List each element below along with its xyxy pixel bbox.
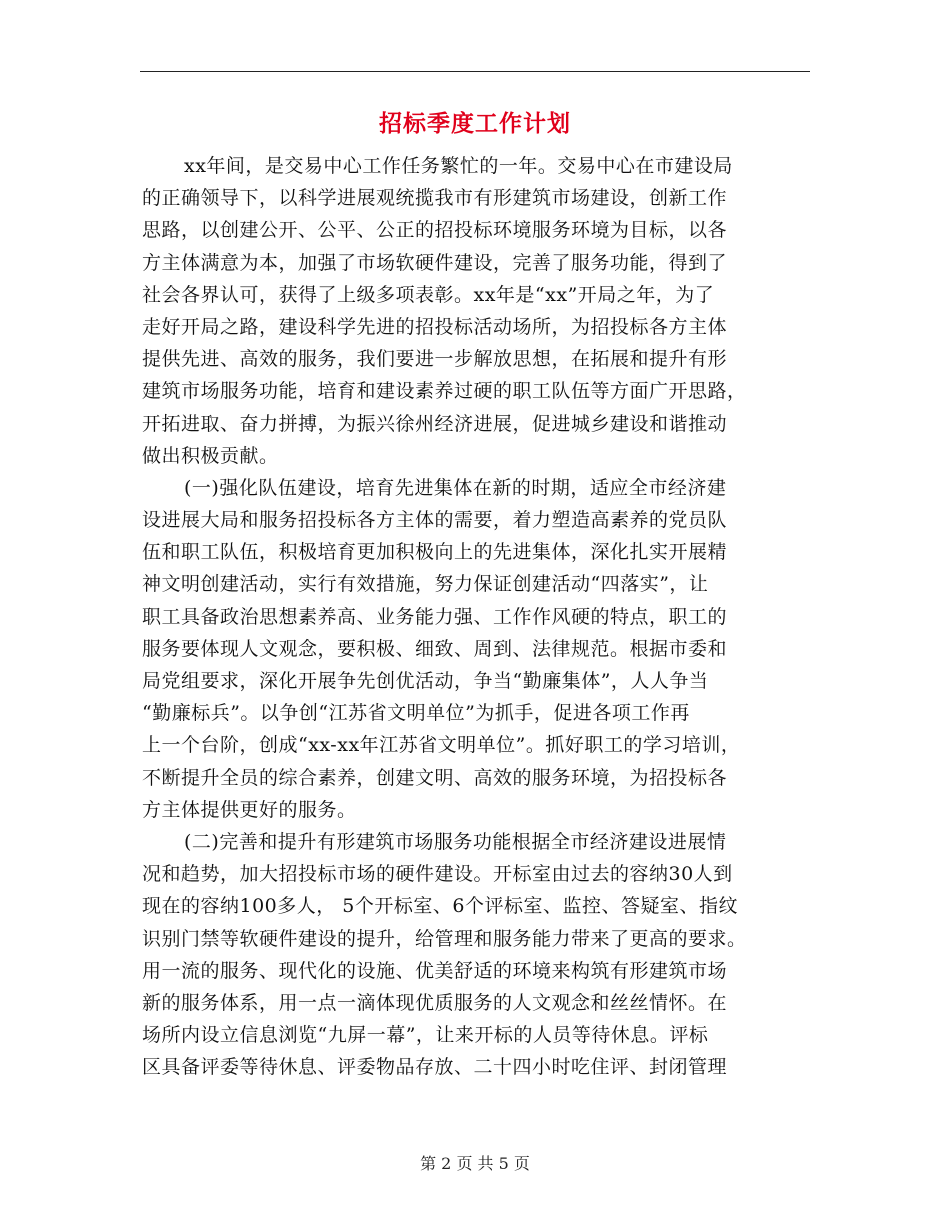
body-line: 做出积极贡献。: [142, 444, 279, 467]
body-line: 区具备评委等待休息、评委物品存放、二十四小时吃住评、封闭管理: [142, 1056, 728, 1079]
body-line: (一)强化队伍建设，培育先进集体在新的时期，适应全市经济建: [184, 476, 727, 499]
body-line: 走好开局之路，建设科学先进的招投标活动场所，为招投标各方主体: [142, 315, 728, 338]
body-line: 识别门禁等软硬件建设的提升，给管理和服务能力带来了更高的要求。: [142, 927, 747, 950]
body-line: 局党组要求，深化开展争先创优活动，争当“勤廉集体”，人人争当: [142, 670, 709, 692]
body-line: 社会各界认可，获得了上级多项表彰。xx年是“xx”开局之年，为了: [142, 283, 715, 306]
body-line: 新的服务体系，用一点一滴体现优质服务的人文观念和丝丝情怀。在: [142, 991, 728, 1014]
body-line: 场所内设立信息浏览“九屏一幕”，让来开标的人员等待休息。评标: [142, 1024, 709, 1047]
body-line: 现在的容纳100多人， 5个开标室、6个评标室、监控、答疑室、指纹: [142, 895, 738, 918]
body-line: 提供先进、高效的服务，我们要进一步解放思想，在拓展和提升有形: [142, 348, 728, 371]
header-rule: [140, 71, 810, 72]
body-line: 的正确领导下，以科学进展观统揽我市有形建筑市场建设，创新工作: [142, 187, 728, 210]
page-number: 第 2 页 共 5 页: [420, 1154, 530, 1173]
body-line: 伍和职工队伍，积极培育更加积极向上的先进集体，深化扎实开展精: [142, 541, 728, 564]
body-line: “勤廉标兵”。以争创“江苏省文明单位”为抓手，促进各项工作再: [142, 702, 690, 725]
body-line: 思路，以创建公开、公平、公正的招投标环境服务环境为目标，以各: [142, 219, 728, 242]
body-line: 开拓进取、奋力拼搏，为振兴徐州经济进展，促进城乡建设和谐推动: [142, 412, 728, 435]
body-line: xx年间，是交易中心工作任务繁忙的一年。交易中心在市建设局: [184, 155, 733, 177]
body-line: 职工具备政治思想素养高、业务能力强、工作作风硬的特点，职工的: [142, 605, 728, 628]
body-line: (二)完善和提升有形建筑市场服务功能根据全市经济建设进展情: [184, 830, 727, 853]
body-line: 设进展大局和服务招投标各方主体的需要，着力塑造高素养的党员队: [142, 509, 728, 532]
body-line: 况和趋势，加大招投标市场的硬件建设。开标室由过去的容纳30人到: [142, 863, 733, 886]
body-line: 上一个台阶，创成“xx-xx年江苏省文明单位”。抓好职工的学习培训，: [142, 734, 741, 757]
body-line: 方主体提供更好的服务。: [142, 798, 357, 821]
document-title: 招标季度工作计划: [379, 110, 571, 137]
body-line: 不断提升全员的综合素养，创建文明、高效的服务环境，为招投标各: [142, 766, 728, 789]
body-line: 神文明创建活动，实行有效措施，努力保证创建活动“四落实”，让: [142, 573, 709, 596]
body-line: 服务要体现人文观念，要积极、细致、周到、法律规范。根据市委和: [142, 637, 728, 660]
body-line: 方主体满意为本，加强了市场软硬件建设，完善了服务功能，得到了: [142, 251, 728, 274]
body-line: 建筑市场服务功能，培育和建设素养过硬的职工队伍等方面广开思路，: [142, 380, 747, 403]
document-body: [142, 150, 822, 1083]
body-line: 用一流的服务、现代化的设施、优美舒适的环境来构筑有形建筑市场: [142, 959, 728, 982]
